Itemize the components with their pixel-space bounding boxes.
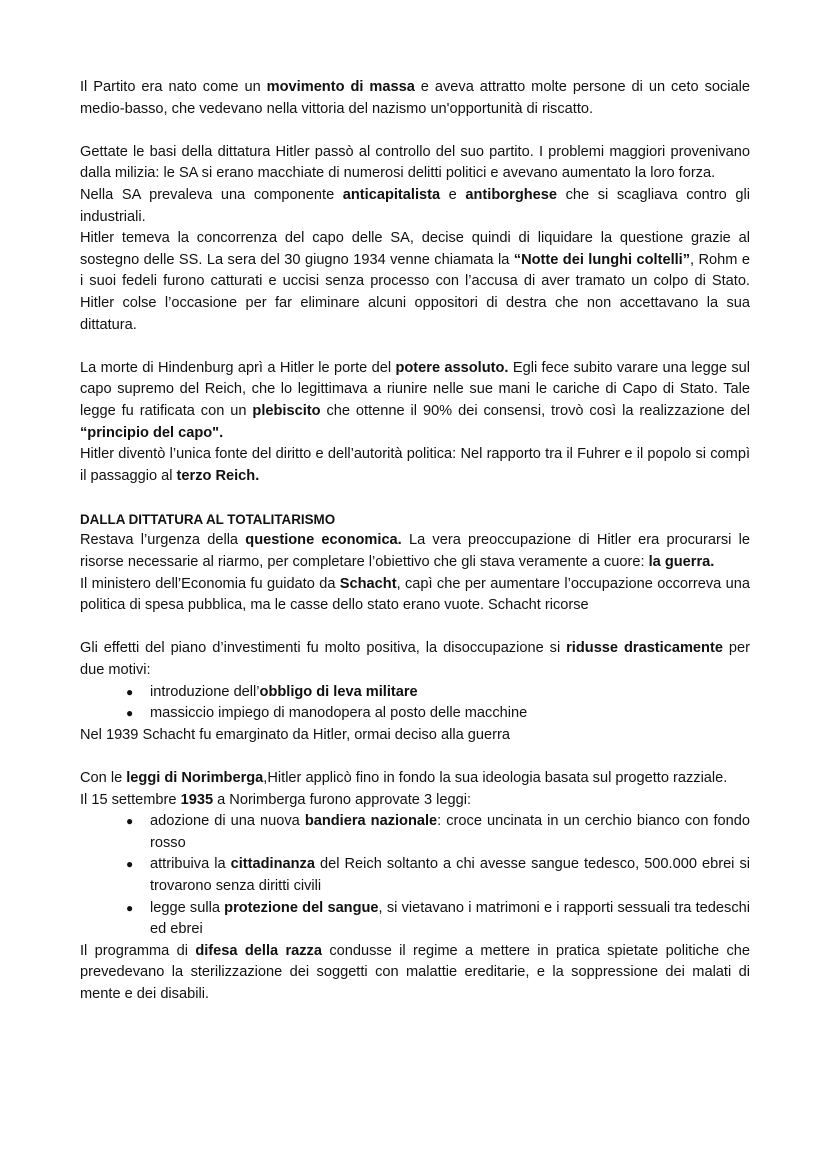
paragraph-hindenburg: La morte di Hindenburg aprì a Hitler le porte del potere assoluto. Egli fece subito varare una legge sul capo supremo del Reich, che lo legittimava a riunire nelle sue mani le cariche di Capo di Stato. Tale legge fu ratificata con un plebiscito che ottenne il 90% dei consensi, trovò così la realizzazione del “principio del capo". xyxy=(80,359,750,441)
paragraph-terzo-reich: Hitler diventò l’unica fonte del diritto e dell’autorità politica: Nel rapporto tra il Fuhrer e il popolo si compì il passaggio al terzo Reich. xyxy=(80,446,750,484)
bullet-icon: ● xyxy=(126,684,134,699)
paragraph-15-settembre: Il 15 settembre 1935 a Norimberga furono approvate 3 leggi: xyxy=(80,791,472,808)
paragraph-schacht-emarginato: Nel 1939 Schacht fu emarginato da Hitler, ormai deciso alla guerra xyxy=(80,726,510,743)
bullet-icon: ● xyxy=(126,706,134,721)
section-heading: DALLA DITTATURA AL TOTALITARISMO xyxy=(80,511,336,527)
paragraph-questione-economica: Restava l’urgenza della questione economica. La vera preoccupazione di Hitler era procurarsi le risorse necessarie al riarmo, per completare l’obiettivo che gli stava veramente a cuore: la guerra. xyxy=(80,532,750,571)
list-item: ● introduzione dell’obbligo di leva militare xyxy=(150,682,750,704)
paragraph-notte-coltelli: Hitler temeva la concorrenza del capo delle SA, decise quindi di liquidare la questione grazie al sostegno delle SS. La sera del 30 giugno 1934 venne chiamata la “Notte dei lunghi coltelli”, Rohm e i suoi fedeli furono catturati e uccisi senza processo con l’accusa di aver tramato un colpo di Stato. Hitler colse l’occasione per far eliminare alcuni oppositori di destra che non accettavano la sua dittatura. xyxy=(80,230,750,333)
paragraph-schacht: Il ministero dell’Economia fu guidato da Schacht, capì che per aumentare l’occupazione occorreva una politica di spesa pubblica, ma le casse dello stato erano vuote. Schacht ricorse xyxy=(80,575,750,614)
paragraph-partito: Il Partito era nato come un movimento di massa e aveva attratto molte persone di un ceto sociale medio-basso, che vedevano nella vittoria del nazismo un'opportunità di riscatto. xyxy=(80,79,750,117)
paragraph-difesa-razza: Il programma di difesa della razza condusse il regime a mettere in pratica spietate politiche che prevedevano la sterilizzazione dei soggetti con malattie ereditarie, e la soppressione dei malati di mente e dei disabili. xyxy=(80,942,750,1002)
bullet-icon: ● xyxy=(126,814,134,829)
list-item: ● adozione di una nuova bandiera nazionale: croce uncinata in un cerchio bianco con fondo rosso xyxy=(126,813,750,851)
paragraph-basi-dittatura: Gettate le basi della dittatura Hitler passò al controllo del suo partito. I problemi maggiori provenivano dalla milizia: le SA si erano macchiate di numerosi delitti politici e avevano aumentato la loro forza. xyxy=(80,143,750,182)
paragraph-leggi-norimberga: Con le leggi di Norimberga,Hitler applicò fino in fondo la sua ideologia basata sul progetto razziale. xyxy=(80,770,728,786)
leggi-list xyxy=(80,811,750,941)
list-item: ● massiccio impiego di manodopera al posto delle macchine xyxy=(150,703,750,725)
bullet-icon: ● xyxy=(126,857,134,872)
bullet-icon: ● xyxy=(126,900,134,915)
motivi-list xyxy=(80,682,750,725)
paragraph-effetti-piano: Gli effetti del piano d’investimenti fu molto positiva, la disoccupazione si ridusse drasticamente per due motivi: xyxy=(80,640,750,679)
paragraph-sa-componente: Nella SA prevaleva una componente anticapitalista e antiborghese che si scagliava contro gli industriali. xyxy=(80,186,750,225)
list-item: ● legge sulla protezione del sangue, si vietavano i matrimoni e i rapporti sessuali tra tedeschi ed ebrei xyxy=(126,899,750,938)
list-item: ● attribuiva la cittadinanza del Reich soltanto a chi avesse sangue tedesco, 500.000 ebrei si trovarono senza diritti civili xyxy=(126,856,750,894)
